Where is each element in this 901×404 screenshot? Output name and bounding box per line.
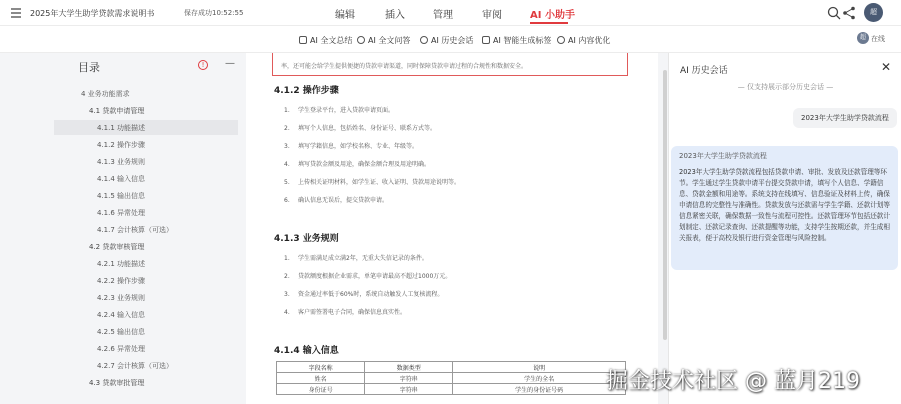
ai-qa-button[interactable]: AI 全文问答 [357,35,410,46]
ai-answer-card [671,146,898,270]
input-info-table [276,361,626,395]
outline-item[interactable]: 4.2.5 输出信息 [97,328,146,336]
list-item: 3. 填写学籍信息，如学校名称、专业、年级等。 [284,143,419,150]
menu-insert[interactable]: 插入 [385,10,405,21]
outline-item[interactable]: 4.1.5 输出信息 [97,192,146,200]
menu-review[interactable]: 审阅 [482,10,502,21]
answer-reference: 2023年大学生助学贷款流程 [679,152,767,160]
table-cell: 学生的全名 [453,373,626,384]
outline-item[interactable]: 4.2.3 业务规则 [97,294,146,302]
list-item: 1. 学生登录平台，进入贷款申请页面。 [284,107,395,114]
history-note: — 仅支持展示部分历史会话 — [737,83,834,91]
outline-item[interactable]: 4.1.3 业务规则 [97,158,146,166]
online-label: 在线 [871,35,885,43]
outline-item[interactable]: 4.2.4 输入信息 [97,311,146,319]
table-row [277,384,626,395]
table-header: 数据类型 [365,362,453,373]
outline-item[interactable]: 4.3 贷款审批管理 [89,379,145,387]
document-title: 2025年大学生助学贷款需求说明书 [30,9,155,18]
close-icon[interactable]: ✕ [881,60,892,74]
info-icon[interactable]: ! [198,60,208,70]
document-icon [299,36,307,44]
ai-toolbar [0,26,901,53]
watermark: 掘金技术社区 @ 蓝月219 [606,369,860,394]
sparkle-icon [557,36,565,44]
user-avatar[interactable]: 超 [864,3,883,22]
ai-history-button[interactable]: AI 历史会话 [420,35,473,46]
outline-item[interactable]: 4.1.1 功能描述 [97,124,146,132]
list-item: 3. 资金通过率低于60%时，系统自动触发人工复核流程。 [284,291,444,298]
user-message: 2023年大学生助学贷款流程 [793,108,897,128]
list-item: 2. 贷款额度根据企业需求，单笔申请最高不超过1000万元。 [284,273,452,280]
list-item: 5. 上传相关证明材料，如学生证、收入证明、贷款用途说明等。 [284,179,461,186]
outline-title: 目录 [78,61,100,74]
search-icon[interactable] [826,5,842,21]
scrollbar-thumb[interactable] [663,70,667,340]
menu-manage[interactable]: 管理 [433,10,453,21]
ai-history-panel [668,53,901,404]
outline-selected-highlight [54,120,238,135]
save-status: 保存成功10:52:55 [184,9,244,17]
outline-item[interactable]: 4.2.1 功能描述 [97,260,146,268]
list-item: 6. 确认信息无误后，提交贷款申请。 [284,197,389,204]
active-menu-indicator [530,22,568,24]
table-cell: 字符串 [365,373,453,384]
outline-item[interactable]: 4.1.6 异常处理 [97,209,146,217]
menu-icon[interactable] [8,5,24,21]
panel-title: AI 历史会话 [680,66,728,76]
paragraph-text: 率，还可能会给学生提供便捷的贷款申请渠道，同时保障贷款申请过程的合规性和数据安全。 [281,63,528,70]
outline-item[interactable]: 4.2.2 操作步骤 [97,277,146,285]
outline-item[interactable]: 4.2.6 异常处理 [97,345,146,353]
outline-item[interactable]: 4 业务功能需求 [81,90,130,98]
table-cell: 姓名 [277,373,365,384]
menu-edit[interactable]: 编辑 [335,10,355,21]
outline-item[interactable]: 4.1 贷款申请管理 [89,107,145,115]
online-user-avatar[interactable]: 超 [857,32,869,44]
table-cell: 身份证号 [277,384,365,395]
tag-icon [482,36,490,44]
collapse-outline-button[interactable]: — [225,58,235,69]
ai-tag-button[interactable]: AI 智能生成标签 [482,35,551,46]
top-bar [0,0,901,26]
highlighted-paragraph [272,53,628,76]
document-page[interactable] [246,53,658,404]
outline-item[interactable]: 4.2.7 会计核算（可选） [97,362,174,370]
question-icon [357,36,365,44]
table-cell: 学生的身份证号码 [453,384,626,395]
outline-item[interactable]: 4.1.4 输入信息 [97,175,146,183]
table-row [277,373,626,384]
share-icon[interactable] [841,5,857,21]
list-item: 4. 填写贷款金额及用途，确保金额合理及用途明确。 [284,161,431,168]
list-item: 1. 学生需满足成立满2年，无重大失信记录的条件。 [284,255,428,262]
table-cell: 字符串 [365,384,453,395]
menu-ai-assistant[interactable]: AI 小助手 [530,10,575,21]
history-icon [420,36,428,44]
ai-summary-button[interactable]: AI 全文总结 [299,35,352,46]
ai-optimize-button[interactable]: AI 内容优化 [557,35,610,46]
table-header: 字段名称 [277,362,365,373]
outline-item[interactable]: 4.2 贷款审核管理 [89,243,145,251]
section-heading: 4.1.2 操作步骤 [274,86,339,96]
answer-text: 2023年大学生助学贷款流程包括贷款申请、审批、发放及还款管理等环节。学生通过学生贷款申请平台提交贷款申请，填写个人信息、学籍信息、贷款金额和用途等。系统支持在线填写、信息验证及材料上传，确保申请信息的完整性与准确性。贷款发放与还款需与学生学籍、还款计划等信息紧密关联，确保数据一致性与流程可控性。还款管理环节包括还款计划制定、还款记录查询、还款提醒等功能，支持学生按期还款，并生成相关报表，便于高校及银行进行资金管理与风险控制。 [679,168,890,242]
outline-item[interactable]: 4.1.2 操作步骤 [97,141,146,149]
list-item: 4. 客户需签署电子合同，确保信息真实性。 [284,309,407,316]
outline-panel [54,53,238,404]
section-heading: 4.1.4 输入信息 [274,346,339,356]
table-header: 说明 [453,362,626,373]
section-heading: 4.1.3 业务规则 [274,234,339,244]
list-item: 2. 填写个人信息，包括姓名、身份证号、联系方式等。 [284,125,437,132]
outline-item[interactable]: 4.1.7 会计核算（可选） [97,226,174,234]
